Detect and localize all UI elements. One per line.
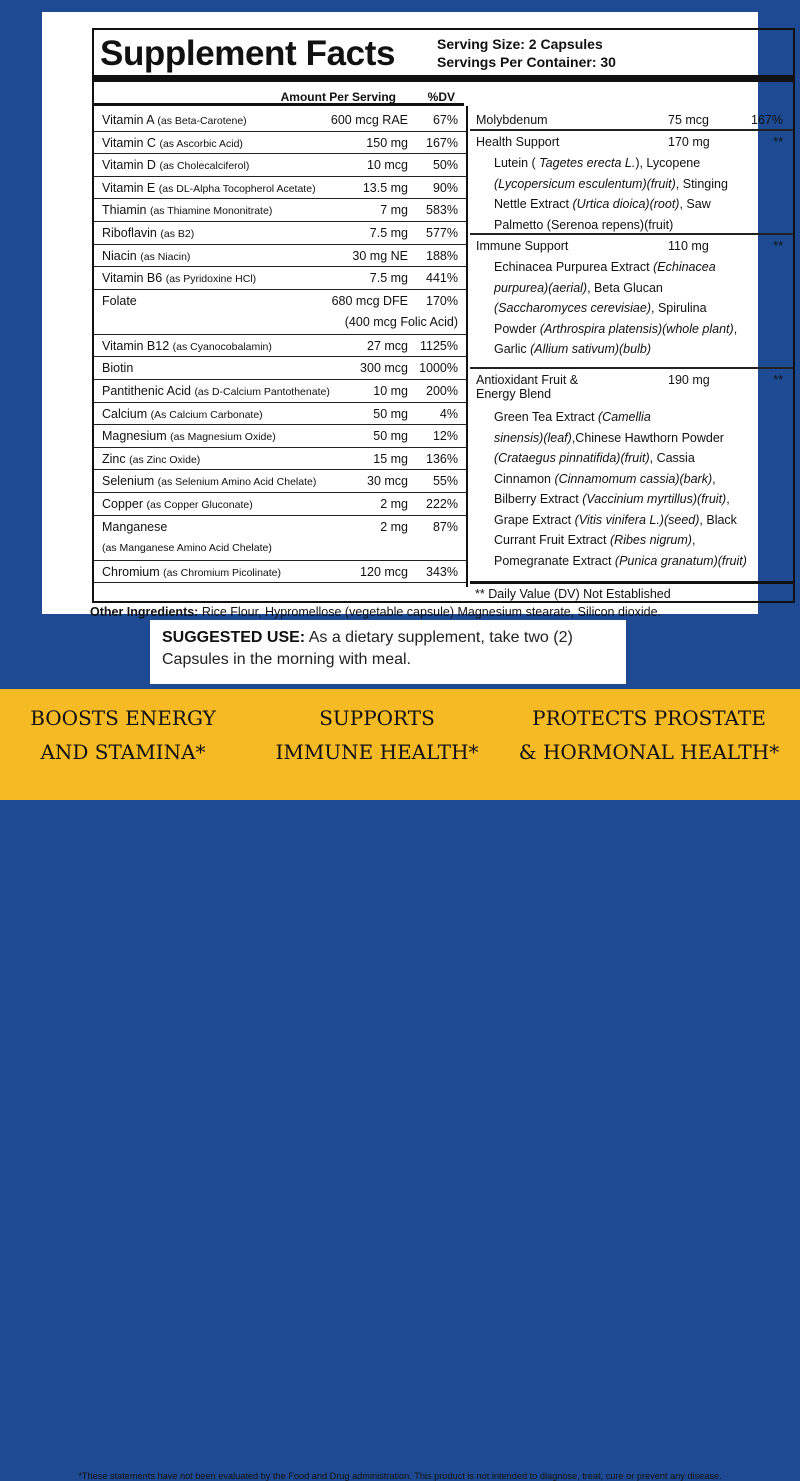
nutrient-dv: 4%: [439, 406, 458, 421]
nutrient-source: (as Cholecalciferol): [159, 160, 250, 173]
ingredient-line: (Crataegus pinnatifida)(fruit), Cassia: [494, 451, 695, 465]
blend-column: [470, 109, 793, 581]
blend-name-line: Immune Support: [476, 239, 569, 253]
ingredient-line: Garlic (Allium sativum)(bulb): [494, 342, 651, 356]
nutrient-label: Magnesium: [102, 429, 167, 444]
nutrient-dv: 441%: [426, 271, 458, 286]
nutrient-amount: 75 mcg: [668, 113, 709, 127]
nutrient-row: [94, 109, 466, 132]
ingredient-line: Powder (Arthrospira platensis)(whole plant),: [494, 321, 738, 336]
nutrient-amount: 10 mg: [373, 383, 408, 398]
nutrient-source: (as Pyridoxine HCl): [165, 273, 257, 286]
nutrient-name: [102, 497, 253, 511]
nutrient-name: [102, 113, 247, 127]
nutrient-label: Chromium: [102, 564, 160, 579]
nutrient-name: [102, 520, 167, 534]
nutrient-amount: 7.5 mg: [369, 271, 408, 286]
nutrient-dv: 200%: [426, 383, 458, 398]
supplement-facts-panel: [92, 28, 795, 603]
blend-dv: **: [773, 373, 783, 387]
blend-amount: 110 mg: [668, 239, 709, 253]
nutrient-dv: 67%: [432, 113, 458, 127]
blend-ingredients: [494, 407, 787, 571]
nutrient-label: Folate: [102, 293, 137, 308]
nutrient-row: [94, 448, 466, 471]
nutrient-amount: 600 mcg RAE: [330, 113, 408, 127]
blend-name-line: Health Support: [476, 135, 560, 149]
nutrient-dv: 343%: [426, 564, 458, 579]
nutrient-row: [94, 516, 466, 561]
serving-size: Serving Size: 2 Capsules: [437, 36, 603, 52]
blend-dv: **: [773, 239, 783, 253]
nutrient-amount: 50 mg: [373, 429, 408, 444]
ingredient-line: Palmetto (Serenoa repens)(fruit): [494, 217, 674, 232]
nutrient-label: Pantithenic Acid: [102, 383, 191, 398]
nutrient-label: Copper: [102, 496, 143, 511]
nutrient-row: [94, 335, 466, 358]
blend-ingredients: [494, 153, 787, 235]
nutrient-dv: 12%: [432, 429, 458, 444]
nutrient-name: [102, 136, 243, 150]
nutrient-amount: 10 mcg: [367, 158, 408, 173]
nutrient-dv: 188%: [426, 248, 458, 263]
nutrient-label: Vitamin A: [102, 113, 154, 127]
claim-line: IMMUNE HEALTH*: [275, 740, 479, 764]
nutrient-name: [102, 474, 316, 488]
ingredient-line: Echinacea Purpurea Extract (Echinacea: [494, 260, 716, 274]
nutrient-label: Vitamin E: [102, 180, 156, 195]
molybdenum-row: [470, 109, 793, 131]
nutrient-source: (as Ascorbic Acid): [159, 137, 243, 150]
claims-band: [0, 689, 800, 1481]
nutrient-dv: 90%: [432, 180, 458, 195]
facts-title: Supplement Facts: [100, 34, 396, 73]
blend-name: [476, 239, 568, 253]
nutrient-row: [94, 222, 466, 245]
blend-name-line: Energy Blend: [476, 387, 552, 401]
nutrient-row: [94, 199, 466, 222]
ingredient-line: Green Tea Extract (Camellia: [494, 410, 651, 424]
nutrient-subnote: (as Manganese Amino Acid Chelate): [102, 541, 272, 554]
nutrient-label: Thiamin: [102, 203, 147, 218]
claim-energy: [8, 701, 238, 769]
column-header: [94, 88, 464, 106]
nutrient-dv: 167%: [426, 135, 458, 150]
blend-name: [476, 135, 559, 149]
facts-header: [94, 30, 793, 82]
blend-section: [470, 369, 793, 581]
ingredient-line: Pomegranate Extract (Punica granatum)(fruit): [494, 553, 747, 568]
nutrient-row: [94, 290, 466, 335]
suggested-use-label: SUGGESTED USE:: [162, 629, 306, 646]
nutrient-label: Niacin: [102, 248, 137, 263]
suggested-use-box: [150, 620, 626, 684]
blend-section: [470, 131, 793, 235]
nutrient-label: Calcium: [102, 406, 148, 421]
nutrient-row: [94, 177, 466, 200]
nutrient-amount: 150 mg: [366, 135, 408, 150]
nutrient-name: [102, 203, 272, 217]
nutrient-list: [94, 109, 466, 583]
ingredient-line: Cinnamon (Cinnamomum cassia)(bark),: [494, 471, 716, 486]
nutrient-label: Vitamin C: [102, 135, 156, 150]
nutrient-amount: 50 mg: [373, 406, 408, 421]
nutrient-row: [94, 561, 466, 584]
nutrient-amount: 120 mcg: [360, 564, 408, 579]
nutrient-row: [94, 380, 466, 403]
nutrient-amount: 2 mg: [380, 496, 408, 511]
nutrient-name: [102, 361, 133, 375]
dv-column-label: %DV: [427, 90, 455, 104]
ingredient-line: Grape Extract (Vitis vinifera L.)(seed), Black: [494, 512, 737, 527]
nutrient-label: Biotin: [102, 361, 134, 376]
nutrient-source: (as Niacin): [140, 250, 191, 263]
claim-line: & HORMONAL HEALTH*: [518, 740, 780, 764]
ingredient-line: (Lycopersicum esculentum)(fruit), Stinging: [494, 176, 728, 191]
nutrient-name: [102, 429, 276, 443]
claim-line: PROTECTS PROSTATE: [532, 706, 766, 730]
claim-line: BOOSTS ENERGY: [30, 706, 216, 730]
nutrient-amount: 2 mg: [380, 519, 408, 534]
ingredient-line: Lutein ( Tagetes erecta L.), Lycopene: [494, 156, 701, 170]
claim-prostate: [500, 701, 798, 769]
ingredient-line: Currant Fruit Extract (Ribes nigrum),: [494, 533, 696, 547]
nutrient-amount: 7 mg: [380, 203, 408, 218]
ingredient-line: Nettle Extract (Urtica dioica)(root), Saw: [494, 197, 711, 211]
other-ingredients-label: Other Ingredients:: [90, 605, 199, 619]
nutrient-amount: 27 mcg: [367, 338, 408, 353]
nutrient-source: (as Selenium Amino Acid Chelate): [157, 476, 317, 489]
nutrient-source: (as Copper Gluconate): [146, 498, 253, 511]
nutrient-source: (as Magnesium Oxide): [170, 431, 276, 444]
nutrient-source: (as Beta-Carotene): [157, 115, 247, 127]
fda-disclaimer: *These statements have not been evaluated by the Food and Drug administration. This product is not intended to diagnose, treat, cure or prevent any disease.: [78, 1471, 722, 1481]
servings-per-container: Servings Per Container: 30: [437, 54, 616, 70]
nutrient-name: [102, 407, 263, 421]
nutrient-name: [102, 452, 200, 466]
nutrient-label: Manganese: [102, 519, 168, 534]
ingredient-line: sinensis)(leaf),Chinese Hawthorn Powder: [494, 430, 724, 445]
nutrient-amount: 30 mcg: [367, 474, 408, 489]
nutrient-row: [94, 357, 466, 380]
nutrient-name: [102, 226, 194, 240]
nutrient-dv: 1000%: [419, 361, 458, 376]
amount-column-label: Amount Per Serving: [280, 90, 396, 104]
nutrient-row: [94, 267, 466, 290]
nutrient-name: [102, 384, 330, 398]
nutrient-row: [94, 154, 466, 177]
other-ingredients: [90, 605, 661, 619]
nutrient-label: Vitamin B6: [102, 271, 163, 286]
nutrient-row: [94, 470, 466, 493]
nutrient-name: [102, 158, 249, 172]
blend-name: [476, 373, 578, 401]
nutrient-row: [94, 132, 466, 155]
nutrient-source: (as D-Calcium Pantothenate): [194, 385, 330, 398]
nutrient-amount: 30 mg NE: [352, 248, 408, 263]
nutrient-source: (as B2): [160, 227, 195, 240]
nutrient-row: [94, 403, 466, 426]
nutrient-source: (as Zinc Oxide): [129, 453, 201, 466]
nutrient-subnote: (400 mcg Folic Acid): [344, 314, 458, 329]
nutrient-label: Selenium: [102, 474, 155, 489]
blend-ingredients: [494, 257, 787, 360]
nutrient-dv: 583%: [426, 203, 458, 218]
nutrient-dv: 170%: [426, 293, 458, 308]
ingredient-line: purpurea)(aerial), Beta Glucan: [494, 280, 663, 295]
nutrient-name: [102, 339, 272, 353]
blend-section: [470, 235, 793, 369]
nutrient-amount: 13.5 mg: [362, 180, 408, 195]
nutrient-amount: 680 mcg DFE: [331, 293, 408, 308]
nutrient-name: [102, 181, 316, 195]
nutrient-source: (as Chromium Picolinate): [163, 566, 282, 579]
column-divider: [466, 106, 468, 587]
nutrient-dv: 55%: [432, 474, 458, 489]
nutrient-label: Vitamin B12: [102, 338, 170, 353]
nutrient-label: Zinc: [102, 451, 126, 466]
nutrient-name: Molybdenum: [476, 113, 548, 127]
nutrient-dv: 1125%: [420, 338, 458, 353]
blend-dv: **: [773, 135, 783, 149]
nutrient-label: Vitamin D: [102, 158, 156, 173]
nutrient-dv: 167%: [751, 113, 783, 127]
nutrient-amount: 15 mg: [373, 451, 408, 466]
serving-info: [437, 35, 616, 71]
nutrient-row: [94, 245, 466, 268]
nutrient-name: [102, 294, 137, 308]
nutrient-amount: 300 mcg: [360, 361, 408, 376]
ingredient-line: (Saccharomyces cerevisiae), Spirulina: [494, 301, 707, 315]
nutrient-source: (as DL-Alpha Tocopherol Acetate): [158, 182, 316, 195]
claim-line: SUPPORTS: [319, 706, 435, 730]
nutrient-name: [102, 271, 256, 285]
dv-footnote: ** Daily Value (DV) Not Established: [470, 581, 793, 603]
nutrient-row: [94, 493, 466, 516]
nutrient-label: Riboflavin: [102, 225, 157, 240]
supplement-label: [42, 12, 783, 619]
nutrient-dv: 222%: [426, 496, 458, 511]
nutrient-source: (as Cyanocobalamin): [172, 340, 272, 353]
nutrient-dv: 50%: [432, 158, 458, 173]
nutrient-row: [94, 425, 466, 448]
claim-immune: [262, 701, 492, 769]
other-ingredients-text: Rice Flour, Hypromellose (vegetable capsule) Magnesium stearate, Silicon dioxide.: [198, 605, 662, 619]
blend-amount: 190 mg: [668, 373, 710, 387]
nutrient-source: (as Thiamine Mononitrate): [149, 205, 273, 218]
nutrient-name: [102, 249, 190, 263]
blend-list: [470, 131, 793, 581]
nutrient-dv: 577%: [426, 225, 458, 240]
nutrient-amount: 7.5 mg: [369, 225, 408, 240]
blend-amount: 170 mg: [668, 135, 710, 149]
claim-line: AND STAMINA*: [40, 740, 206, 764]
nutrient-name: [102, 565, 281, 579]
nutrient-dv: 87%: [432, 519, 458, 534]
nutrient-source: (As Calcium Carbonate): [150, 408, 263, 421]
suggested-use-text: As a dietary supplement, take two (2) Capsules in the morning with meal.: [162, 629, 573, 668]
ingredient-line: Bilberry Extract (Vaccinium myrtillus)(fruit),: [494, 492, 730, 506]
blend-name-line: Antioxidant Fruit &: [476, 373, 579, 387]
nutrient-dv: 136%: [426, 451, 458, 466]
